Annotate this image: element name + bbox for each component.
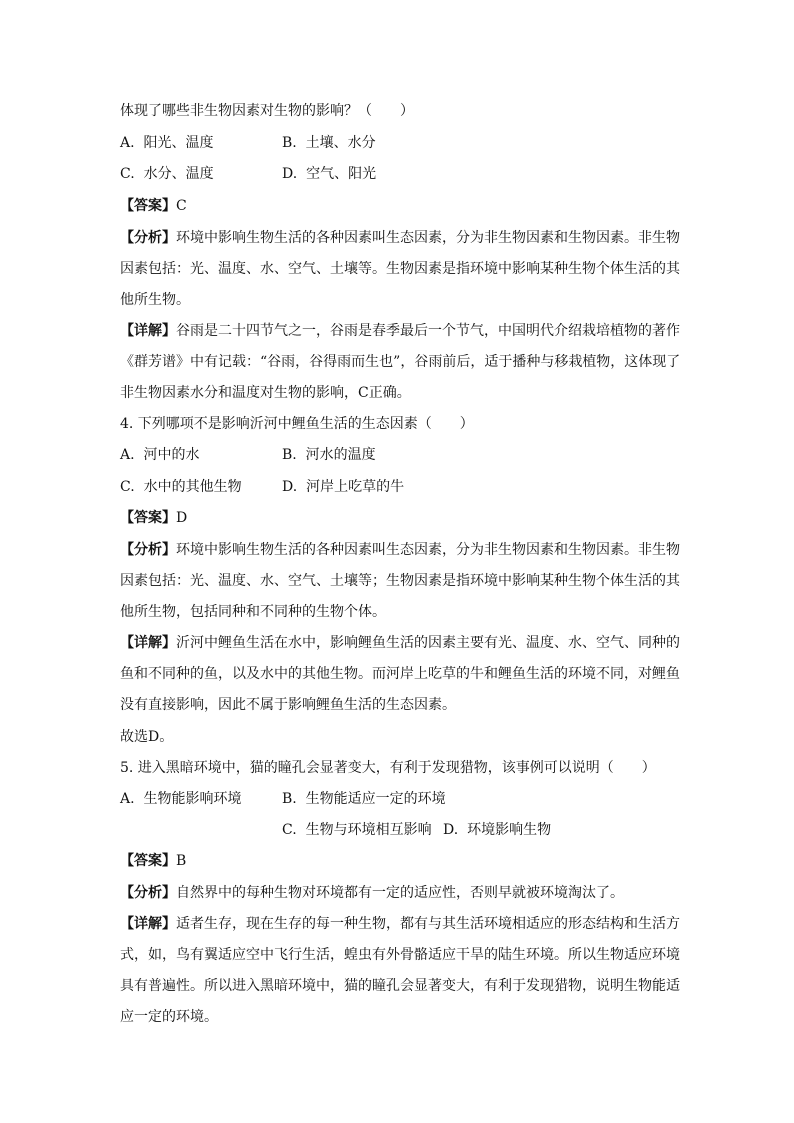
option-text: 河中的水 — [143, 447, 200, 463]
question-4-conclusion: 故选D。 — [120, 729, 174, 745]
answer-tag: 【答案】 — [120, 853, 176, 869]
option-text: 阳光、温度 — [143, 135, 214, 151]
question-3-analysis-line-3: 他所生物。 — [120, 292, 190, 308]
option-text: 生物能适应一定的环境 — [305, 791, 446, 807]
question-3-option-b — [282, 133, 376, 153]
detail-tag: 【详解】 — [120, 916, 176, 932]
question-5-stem: 5. 进入黑暗环境中，猫的瞳孔会显著变大，有利于发现猎物，该事例可以说明（ ） — [120, 760, 656, 776]
option-text: 河岸上吃草的牛 — [306, 479, 405, 495]
option-letter: B. — [282, 791, 297, 807]
question-4-detail-line-2: 鱼和不同种的鱼，以及水中的其他生物。而河岸上吃草的牛和鲤鱼生活的环境不同，对鲤鱼 — [120, 666, 680, 682]
question-3-option-a — [120, 133, 213, 153]
option-text: 环境影响生物 — [467, 822, 552, 838]
option-letter: A. — [120, 791, 135, 807]
question-4-option-d — [282, 477, 404, 497]
question-5-detail-line-4: 应一定的环境。 — [120, 1009, 218, 1025]
question-3-analysis-line-2: 因素包括：光、温度、水、空气、土壤等。生物因素是指环境中影响某种生物个体生活的其 — [120, 261, 680, 277]
answer-tag: 【答案】 — [120, 510, 176, 526]
option-text: 河水的温度 — [305, 447, 376, 463]
question-4-option-c — [120, 477, 242, 497]
option-letter: D. — [282, 166, 298, 182]
option-letter: B. — [282, 447, 297, 463]
answer-value: B — [176, 853, 187, 869]
question-4-analysis-line-3: 他所生物，包括同种和不同种的生物个体。 — [120, 604, 386, 620]
question-5-option-b — [282, 789, 446, 809]
analysis-tag: 【分析】 — [120, 542, 176, 558]
option-text: 土壤、水分 — [305, 135, 376, 151]
answer-value: C — [176, 198, 187, 214]
detail-tag: 【详解】 — [120, 635, 176, 651]
question-3-detail-line-3: 非生物因素水分和温度对生物的影响，C正确。 — [120, 385, 411, 401]
question-4-option-a — [120, 445, 199, 465]
option-letter: C. — [282, 822, 297, 838]
question-4-detail-line-1: 【详解】沂河中鲤鱼生活在水中，影响鲤鱼生活的因素主要有光、温度、水、空气、同种的 — [120, 635, 680, 651]
option-text: 水分、温度 — [143, 166, 214, 182]
question-3-analysis-line-1: 【分析】环境中影响生物生活的各种因素叫生态因素，分为非生物因素和生物因素。非生物 — [120, 230, 680, 246]
question-5-analysis-line-1: 【分析】自然界中的每种生物对环境都有一定的适应性，否则早就被环境淘汰了。 — [120, 885, 624, 901]
question-4-analysis-line-1: 【分析】环境中影响生物生活的各种因素叫生态因素，分为非生物因素和生物因素。非生物 — [120, 542, 680, 558]
question-5-answer — [120, 851, 186, 871]
question-3-stem: 体现了哪些非生物因素对生物的影响？（ ） — [120, 103, 414, 119]
question-5-detail-line-2: 式，如，鸟有翼适应空中飞行生活，蝗虫有外骨骼适应干旱的陆生环境。所以生物适应环境 — [120, 947, 680, 963]
question-4-stem: 4. 下列哪项不是影响沂河中鲤鱼生活的生态因素（ ） — [120, 416, 474, 432]
option-letter: D. — [282, 479, 298, 495]
option-text: 生物能影响环境 — [143, 791, 242, 807]
question-3-detail-line-2: 《群芳谱》中有记载：“谷雨，谷得雨而生也”，谷雨前后，适于播种与移栽植物，这体现了 — [120, 354, 681, 370]
question-3-option-c — [120, 164, 214, 184]
question-5-option-c — [282, 820, 432, 840]
question-4-option-b — [282, 445, 376, 465]
question-3-option-d — [282, 164, 376, 184]
option-letter: A. — [120, 135, 135, 151]
question-5-option-a — [120, 789, 241, 809]
option-text: 生物与环境相互影响 — [305, 822, 432, 838]
option-text: 空气、阳光 — [306, 166, 377, 182]
detail-tag: 【详解】 — [120, 323, 176, 339]
question-3-detail-line-1: 【详解】谷雨是二十四节气之一，谷雨是春季最后一个节气，中国明代介绍栽培植物的著作 — [120, 323, 680, 339]
answer-tag: 【答案】 — [120, 198, 176, 214]
option-letter: C. — [120, 166, 135, 182]
analysis-tag: 【分析】 — [120, 885, 176, 901]
option-letter: D. — [443, 822, 459, 838]
question-5-detail-line-1: 【详解】适者生存，现在生存的每一种生物，都有与其生活环境相适应的形态结构和生活方 — [120, 916, 680, 932]
question-5-option-d — [443, 820, 551, 840]
question-4-analysis-line-2: 因素包括：光、温度、水、空气、土壤等；生物因素是指环境中影响某种生物个体生活的其 — [120, 573, 680, 589]
option-letter: B. — [282, 135, 297, 151]
answer-value: D — [176, 510, 188, 526]
question-4-answer — [120, 508, 187, 528]
question-4-detail-line-3: 没有直接影响，因此不属于影响鲤鱼生活的生态因素。 — [120, 697, 456, 713]
question-5-detail-line-3: 具有普遍性。所以进入黑暗环境中，猫的瞳孔会显著变大，有利于发现猎物，说明生物能适 — [120, 978, 680, 994]
option-letter: C. — [120, 479, 135, 495]
option-letter: A. — [120, 447, 135, 463]
option-text: 水中的其他生物 — [143, 479, 242, 495]
analysis-tag: 【分析】 — [120, 230, 176, 246]
question-3-answer — [120, 196, 187, 216]
